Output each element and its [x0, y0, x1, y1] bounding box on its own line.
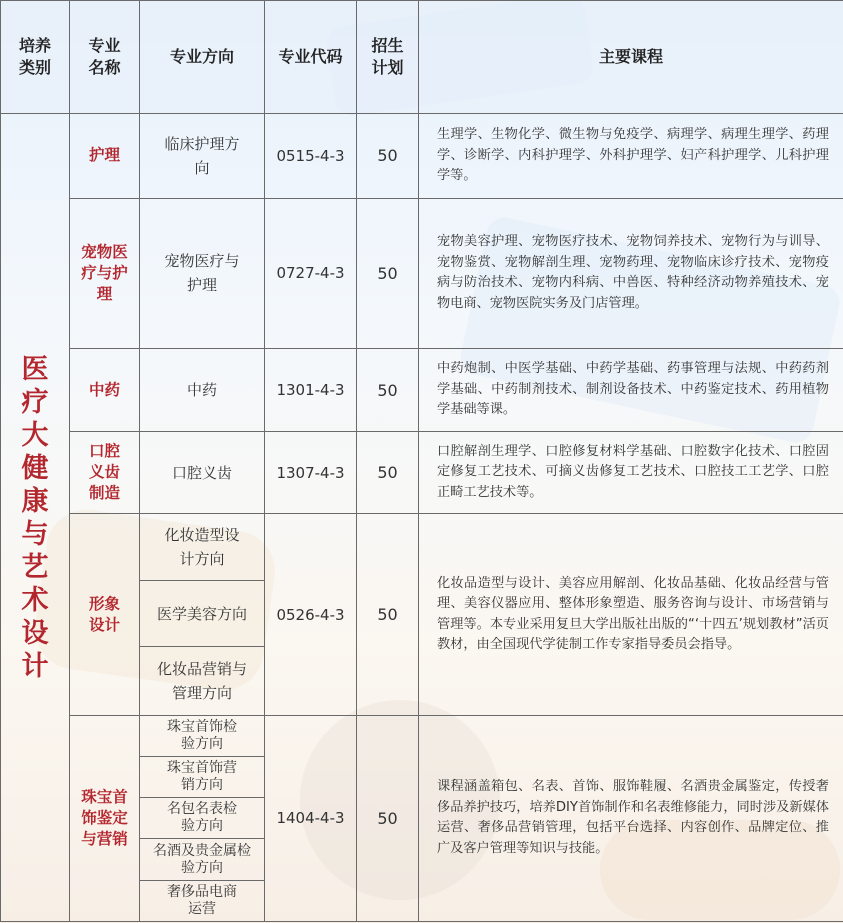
- enrollment-plan: 50: [357, 715, 419, 921]
- main-courses: 课程涵盖箱包、名表、首饰、服饰鞋履、名酒贵金属鉴定，传授奢侈品养护技巧，培养DIY首饰制作和名表维修能力，同时涉及新媒体运营、奢侈品营销管理，包括平台选择、内容创作、品牌定位、推广及客户管理等知识与技能。: [419, 715, 843, 921]
- enrollment-plan: 50: [357, 349, 419, 432]
- major-name: 中药: [70, 349, 140, 432]
- table-row: [1, 514, 843, 580]
- direction: 口腔义齿: [140, 431, 265, 514]
- direction: 名包名表检验方向: [140, 798, 265, 839]
- major-code: 1307-4-3: [265, 431, 357, 514]
- major-name: 口腔义齿制造: [70, 431, 140, 514]
- major-code: 1404-4-3: [265, 715, 357, 921]
- direction: 珠宝首饰营销方向: [140, 756, 265, 797]
- major-code: 0515-4-3: [265, 114, 357, 199]
- header-courses: 主要课程: [419, 1, 843, 114]
- major-name: 护理: [70, 114, 140, 199]
- major-name: 宠物医疗与护理: [70, 198, 140, 349]
- direction: 中药: [140, 349, 265, 432]
- major-name: 形象设计: [70, 514, 140, 715]
- enrollment-plan: 50: [357, 431, 419, 514]
- header-plan: 招生计划: [357, 1, 419, 114]
- enrollment-plan: 50: [357, 114, 419, 199]
- direction: 医学美容方向: [140, 580, 265, 646]
- main-courses: 中药炮制、中医学基础、中药学基础、药事管理与法规、中药药剂学基础、中药制剂技术、制剂设备技术、中药鉴定技术、药用植物学基础等课。: [419, 349, 843, 432]
- table-header-row: [1, 1, 843, 114]
- direction: 名酒及贵金属检验方向: [140, 839, 265, 880]
- table-row: [1, 198, 843, 349]
- header-direction: 专业方向: [140, 1, 265, 114]
- major-code: 0727-4-3: [265, 198, 357, 349]
- table-row: [1, 431, 843, 514]
- direction: 化妆造型设计方向: [140, 514, 265, 580]
- enrollment-plan: 50: [357, 198, 419, 349]
- table-row: [1, 114, 843, 199]
- main-courses: 生理学、生物化学、微生物与免疫学、病理学、病理生理学、药理学、诊断学、内科护理学、外科护理学、妇产科护理学、儿科护理学等。: [419, 114, 843, 199]
- header-major: 专业名称: [70, 1, 140, 114]
- direction: 化妆品营销与管理方向: [140, 647, 265, 715]
- main-courses: 口腔解剖生理学、口腔修复材料学基础、口腔数字化技术、口腔固定修复工艺技术、可摘义齿修复工艺技术、口腔技工工艺学、口腔正畸工艺技术等。: [419, 431, 843, 514]
- main-courses: 宠物美容护理、宠物医疗技术、宠物饲养技术、宠物行为与训导、宠物鉴赏、宠物解剖生理、宠物药理、宠物临床诊疗技术、宠物疫病与防治技术、宠物内科病、中兽医、特种经济动物养殖技术、宠物电商、宠物医院实务及门店管理。: [419, 198, 843, 349]
- header-category: 培养类别: [1, 1, 70, 114]
- enrollment-plan: 50: [357, 514, 419, 715]
- major-code: 0526-4-3: [265, 514, 357, 715]
- direction: 宠物医疗与护理: [140, 198, 265, 349]
- table-row: [1, 349, 843, 432]
- direction: 珠宝首饰检验方向: [140, 715, 265, 756]
- direction: 奢侈品电商运营: [140, 880, 265, 921]
- training-category-cell: 医疗大健康与艺术设计: [1, 114, 70, 922]
- major-name: 珠宝首饰鉴定与营销: [70, 715, 140, 921]
- major-code: 1301-4-3: [265, 349, 357, 432]
- direction: 临床护理方向: [140, 114, 265, 199]
- header-code: 专业代码: [265, 1, 357, 114]
- main-courses: 化妆品造型与设计、美容应用解剖、化妆品基础、化妆品经营与管理、美容仪器应用、整体形象塑造、服务咨询与设计、市场营销与管理等。本专业采用复旦大学出版社出版的“‘十四五’规划教材”活页教材，由全国现代学徒制工作专家指导委员会指导。: [419, 514, 843, 715]
- table-row: [1, 715, 843, 756]
